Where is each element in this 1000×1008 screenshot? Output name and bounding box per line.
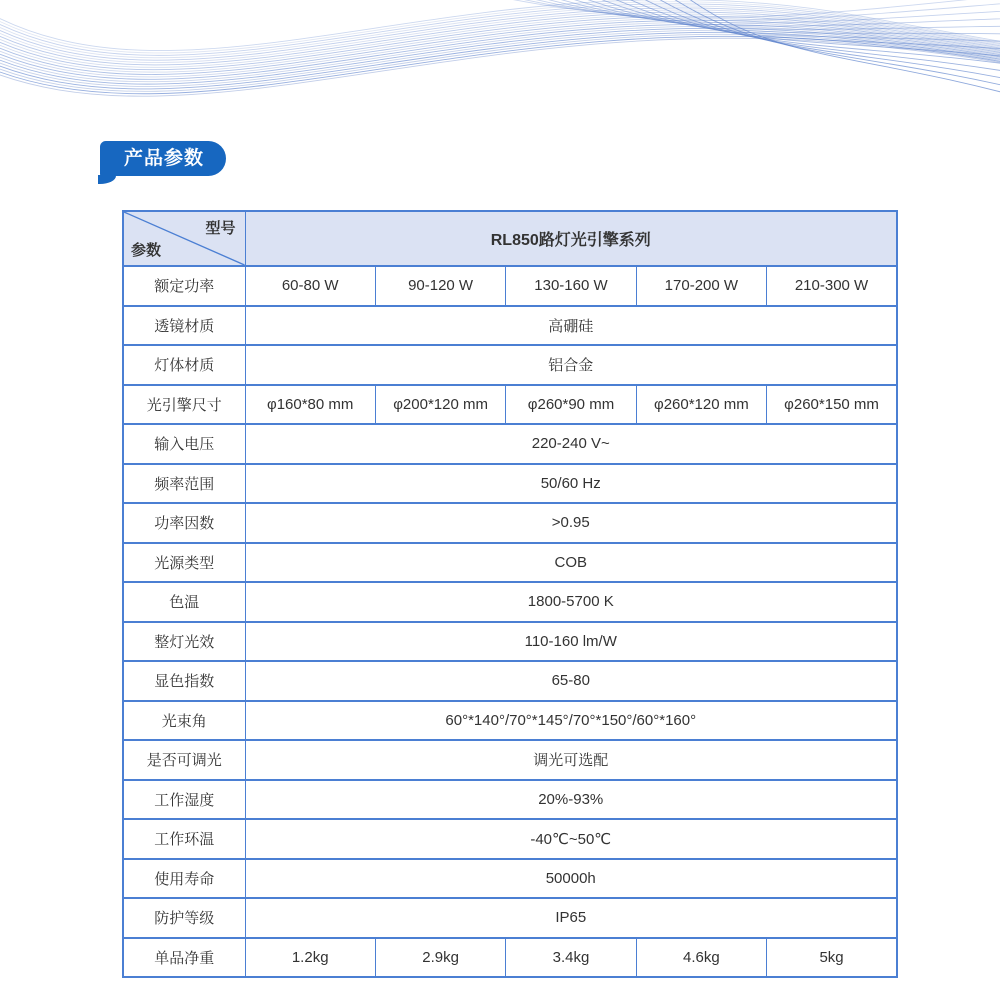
spec-value: 60-80 W <box>245 266 375 306</box>
table-row-net-weight <box>123 938 897 978</box>
table-row-input-voltage <box>123 424 897 464</box>
row-label-lifespan: 使用寿命 <box>123 859 245 899</box>
row-label-body-material: 灯体材质 <box>123 345 245 385</box>
table-row-beam-angle <box>123 701 897 741</box>
spec-value: 调光可选配 <box>245 740 897 780</box>
spec-value: 铝合金 <box>245 345 897 385</box>
spec-value: 170-200 W <box>636 266 766 306</box>
spec-value: >0.95 <box>245 503 897 543</box>
row-label-ip-rating: 防护等级 <box>123 898 245 938</box>
row-label-rated-power: 额定功率 <box>123 266 245 306</box>
spec-value: COB <box>245 543 897 583</box>
row-label-luminous-efficacy: 整灯光效 <box>123 622 245 662</box>
table-row-lifespan <box>123 859 897 899</box>
table-row-frequency-range <box>123 464 897 504</box>
spec-value: 65-80 <box>245 661 897 701</box>
series-title: RL850路灯光引擎系列 <box>245 211 897 266</box>
row-label-input-voltage: 输入电压 <box>123 424 245 464</box>
table-header-row <box>123 211 897 266</box>
row-label-net-weight: 单品净重 <box>123 938 245 978</box>
spec-value: 110-160 lm/W <box>245 622 897 662</box>
spec-value: 4.6kg <box>636 938 766 978</box>
spec-value: 1800-5700 K <box>245 582 897 622</box>
table-row-body-material <box>123 345 897 385</box>
section-title-badge <box>100 141 226 176</box>
table-row-ip-rating <box>123 898 897 938</box>
row-label-beam-angle: 光束角 <box>123 701 245 741</box>
wave-decoration <box>0 0 1000 150</box>
row-label-cri: 显色指数 <box>123 661 245 701</box>
spec-value: φ200*120 mm <box>375 385 505 425</box>
table-corner-cell <box>123 211 245 266</box>
table-row-engine-size <box>123 385 897 425</box>
row-label-color-temperature: 色温 <box>123 582 245 622</box>
spec-value: 50000h <box>245 859 897 899</box>
corner-model-label: 型号 <box>205 220 236 237</box>
row-label-lens-material: 透镜材质 <box>123 306 245 346</box>
table-row-working-humidity <box>123 780 897 820</box>
row-label-engine-size: 光引擎尺寸 <box>123 385 245 425</box>
spec-value: 20%-93% <box>245 780 897 820</box>
table-row-luminous-efficacy <box>123 622 897 662</box>
section-title-label: 产品参数 <box>124 148 205 169</box>
corner-param-label: 参数 <box>131 242 162 259</box>
row-label-frequency-range: 频率范围 <box>123 464 245 504</box>
spec-value: 3.4kg <box>506 938 636 978</box>
spec-value: φ260*150 mm <box>767 385 897 425</box>
spec-value: 5kg <box>767 938 897 978</box>
spec-value: 2.9kg <box>375 938 505 978</box>
spec-value: 130-160 W <box>506 266 636 306</box>
table-row-light-source-type <box>123 543 897 583</box>
table-row-color-temperature <box>123 582 897 622</box>
spec-value: 60°*140°/70°*145°/70°*150°/60°*160° <box>245 701 897 741</box>
spec-value: φ260*120 mm <box>636 385 766 425</box>
table-row-rated-power <box>123 266 897 306</box>
row-label-dimmable: 是否可调光 <box>123 740 245 780</box>
spec-value: 90-120 W <box>375 266 505 306</box>
spec-value: φ160*80 mm <box>245 385 375 425</box>
wave-lines-svg <box>0 0 1000 150</box>
spec-table <box>122 210 898 978</box>
spec-value: 50/60 Hz <box>245 464 897 504</box>
spec-value: -40℃~50℃ <box>245 819 897 859</box>
table-row-lens-material <box>123 306 897 346</box>
row-label-working-temperature: 工作环温 <box>123 819 245 859</box>
spec-value: 1.2kg <box>245 938 375 978</box>
table-row-cri <box>123 661 897 701</box>
table-row-power-factor <box>123 503 897 543</box>
spec-value: IP65 <box>245 898 897 938</box>
row-label-working-humidity: 工作湿度 <box>123 780 245 820</box>
spec-value: 220-240 V~ <box>245 424 897 464</box>
spec-value: 210-300 W <box>767 266 897 306</box>
table-row-working-temperature <box>123 819 897 859</box>
table-row-dimmable <box>123 740 897 780</box>
spec-value: 高硼硅 <box>245 306 897 346</box>
row-label-power-factor: 功率因数 <box>123 503 245 543</box>
row-label-light-source-type: 光源类型 <box>123 543 245 583</box>
spec-value: φ260*90 mm <box>506 385 636 425</box>
